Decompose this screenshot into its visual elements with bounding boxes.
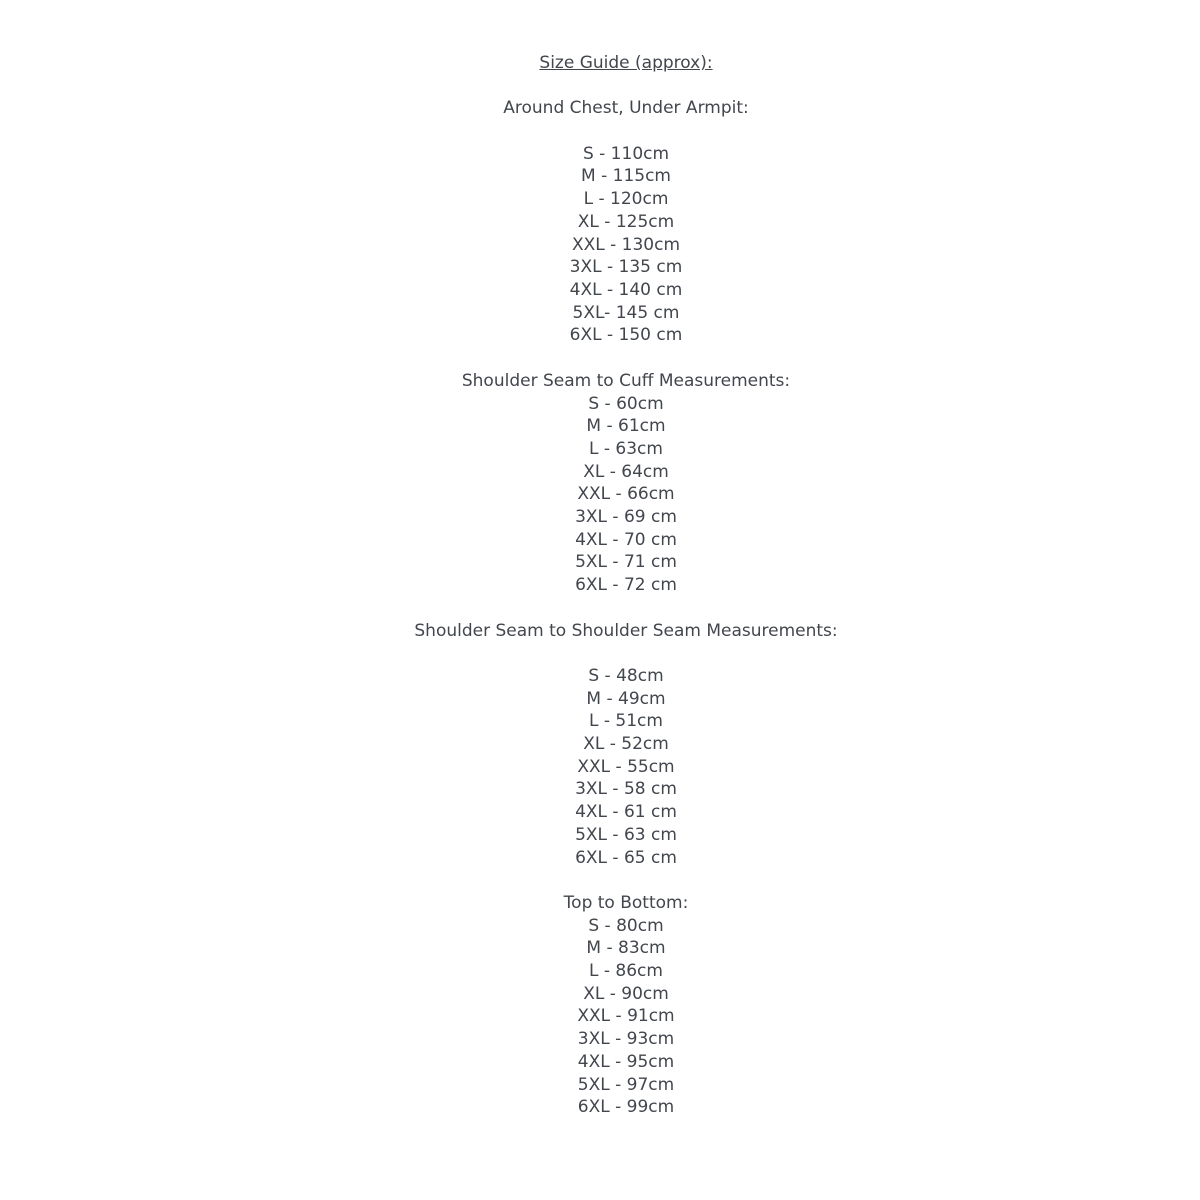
size-line: 6XL - 72 cm <box>575 575 677 596</box>
size-line: XXL - 55cm <box>577 756 675 777</box>
section-shoulder-to-shoulder <box>52 620 1200 870</box>
section-heading-shoulder-to-shoulder: Shoulder Seam to Shoulder Seam Measurements: <box>414 620 838 641</box>
size-line: L - 120cm <box>583 189 669 210</box>
section-top-to-bottom <box>52 892 1200 1119</box>
size-line: 6XL - 150 cm <box>569 325 683 346</box>
size-line: XXL - 91cm <box>577 1006 675 1027</box>
size-line: M - 115cm <box>581 166 671 187</box>
page-title: Size Guide (approx): <box>539 53 713 73</box>
size-line: XL - 64cm <box>583 461 669 482</box>
size-line: XXL - 66cm <box>577 484 675 505</box>
size-line: 6XL - 65 cm <box>575 847 677 868</box>
size-line: L - 86cm <box>589 961 663 982</box>
size-line: XL - 52cm <box>583 734 669 755</box>
size-line: S - 48cm <box>588 665 664 686</box>
section-heading-around-chest: Around Chest, Under Armpit: <box>503 98 749 119</box>
size-line: 5XL- 145 cm <box>572 302 680 323</box>
section-heading-top-to-bottom: Top to Bottom: <box>563 892 689 913</box>
size-list-shoulder-to-shoulder <box>52 665 1200 869</box>
size-line: XL - 90cm <box>583 983 669 1004</box>
size-list-top-to-bottom <box>52 915 1200 1119</box>
size-list-around-chest <box>52 143 1200 347</box>
size-line: 3XL - 93cm <box>577 1029 675 1050</box>
size-line: 3XL - 58 cm <box>575 779 677 800</box>
size-list-shoulder-to-cuff <box>52 393 1200 597</box>
section-around-chest <box>52 97 1200 347</box>
size-line: L - 51cm <box>589 711 663 732</box>
size-line: 4XL - 95cm <box>577 1051 675 1072</box>
size-line: 6XL - 99cm <box>577 1097 675 1118</box>
section-shoulder-to-cuff <box>52 370 1200 597</box>
size-line: L - 63cm <box>589 438 663 459</box>
size-line: 4XL - 70 cm <box>575 529 677 550</box>
size-line: 4XL - 140 cm <box>569 280 683 300</box>
size-line: M - 49cm <box>586 688 666 709</box>
section-heading-shoulder-to-cuff: Shoulder Seam to Cuff Measurements: <box>461 370 791 391</box>
size-line: XL - 125cm <box>577 211 675 232</box>
size-line: M - 83cm <box>586 938 666 959</box>
size-line: S - 110cm <box>582 143 670 164</box>
size-line: 5XL - 63 cm <box>575 824 677 845</box>
size-line: 4XL - 61 cm <box>575 802 677 823</box>
size-line: 5XL - 71 cm <box>575 552 677 573</box>
size-line: XXL - 130cm <box>571 234 681 255</box>
size-line: 3XL - 69 cm <box>575 507 677 528</box>
size-line: 3XL - 135 cm <box>569 257 683 278</box>
size-line: M - 61cm <box>586 416 666 437</box>
size-line: S - 80cm <box>588 915 664 936</box>
size-line: S - 60cm <box>588 393 664 414</box>
size-line: 5XL - 97cm <box>577 1074 675 1095</box>
